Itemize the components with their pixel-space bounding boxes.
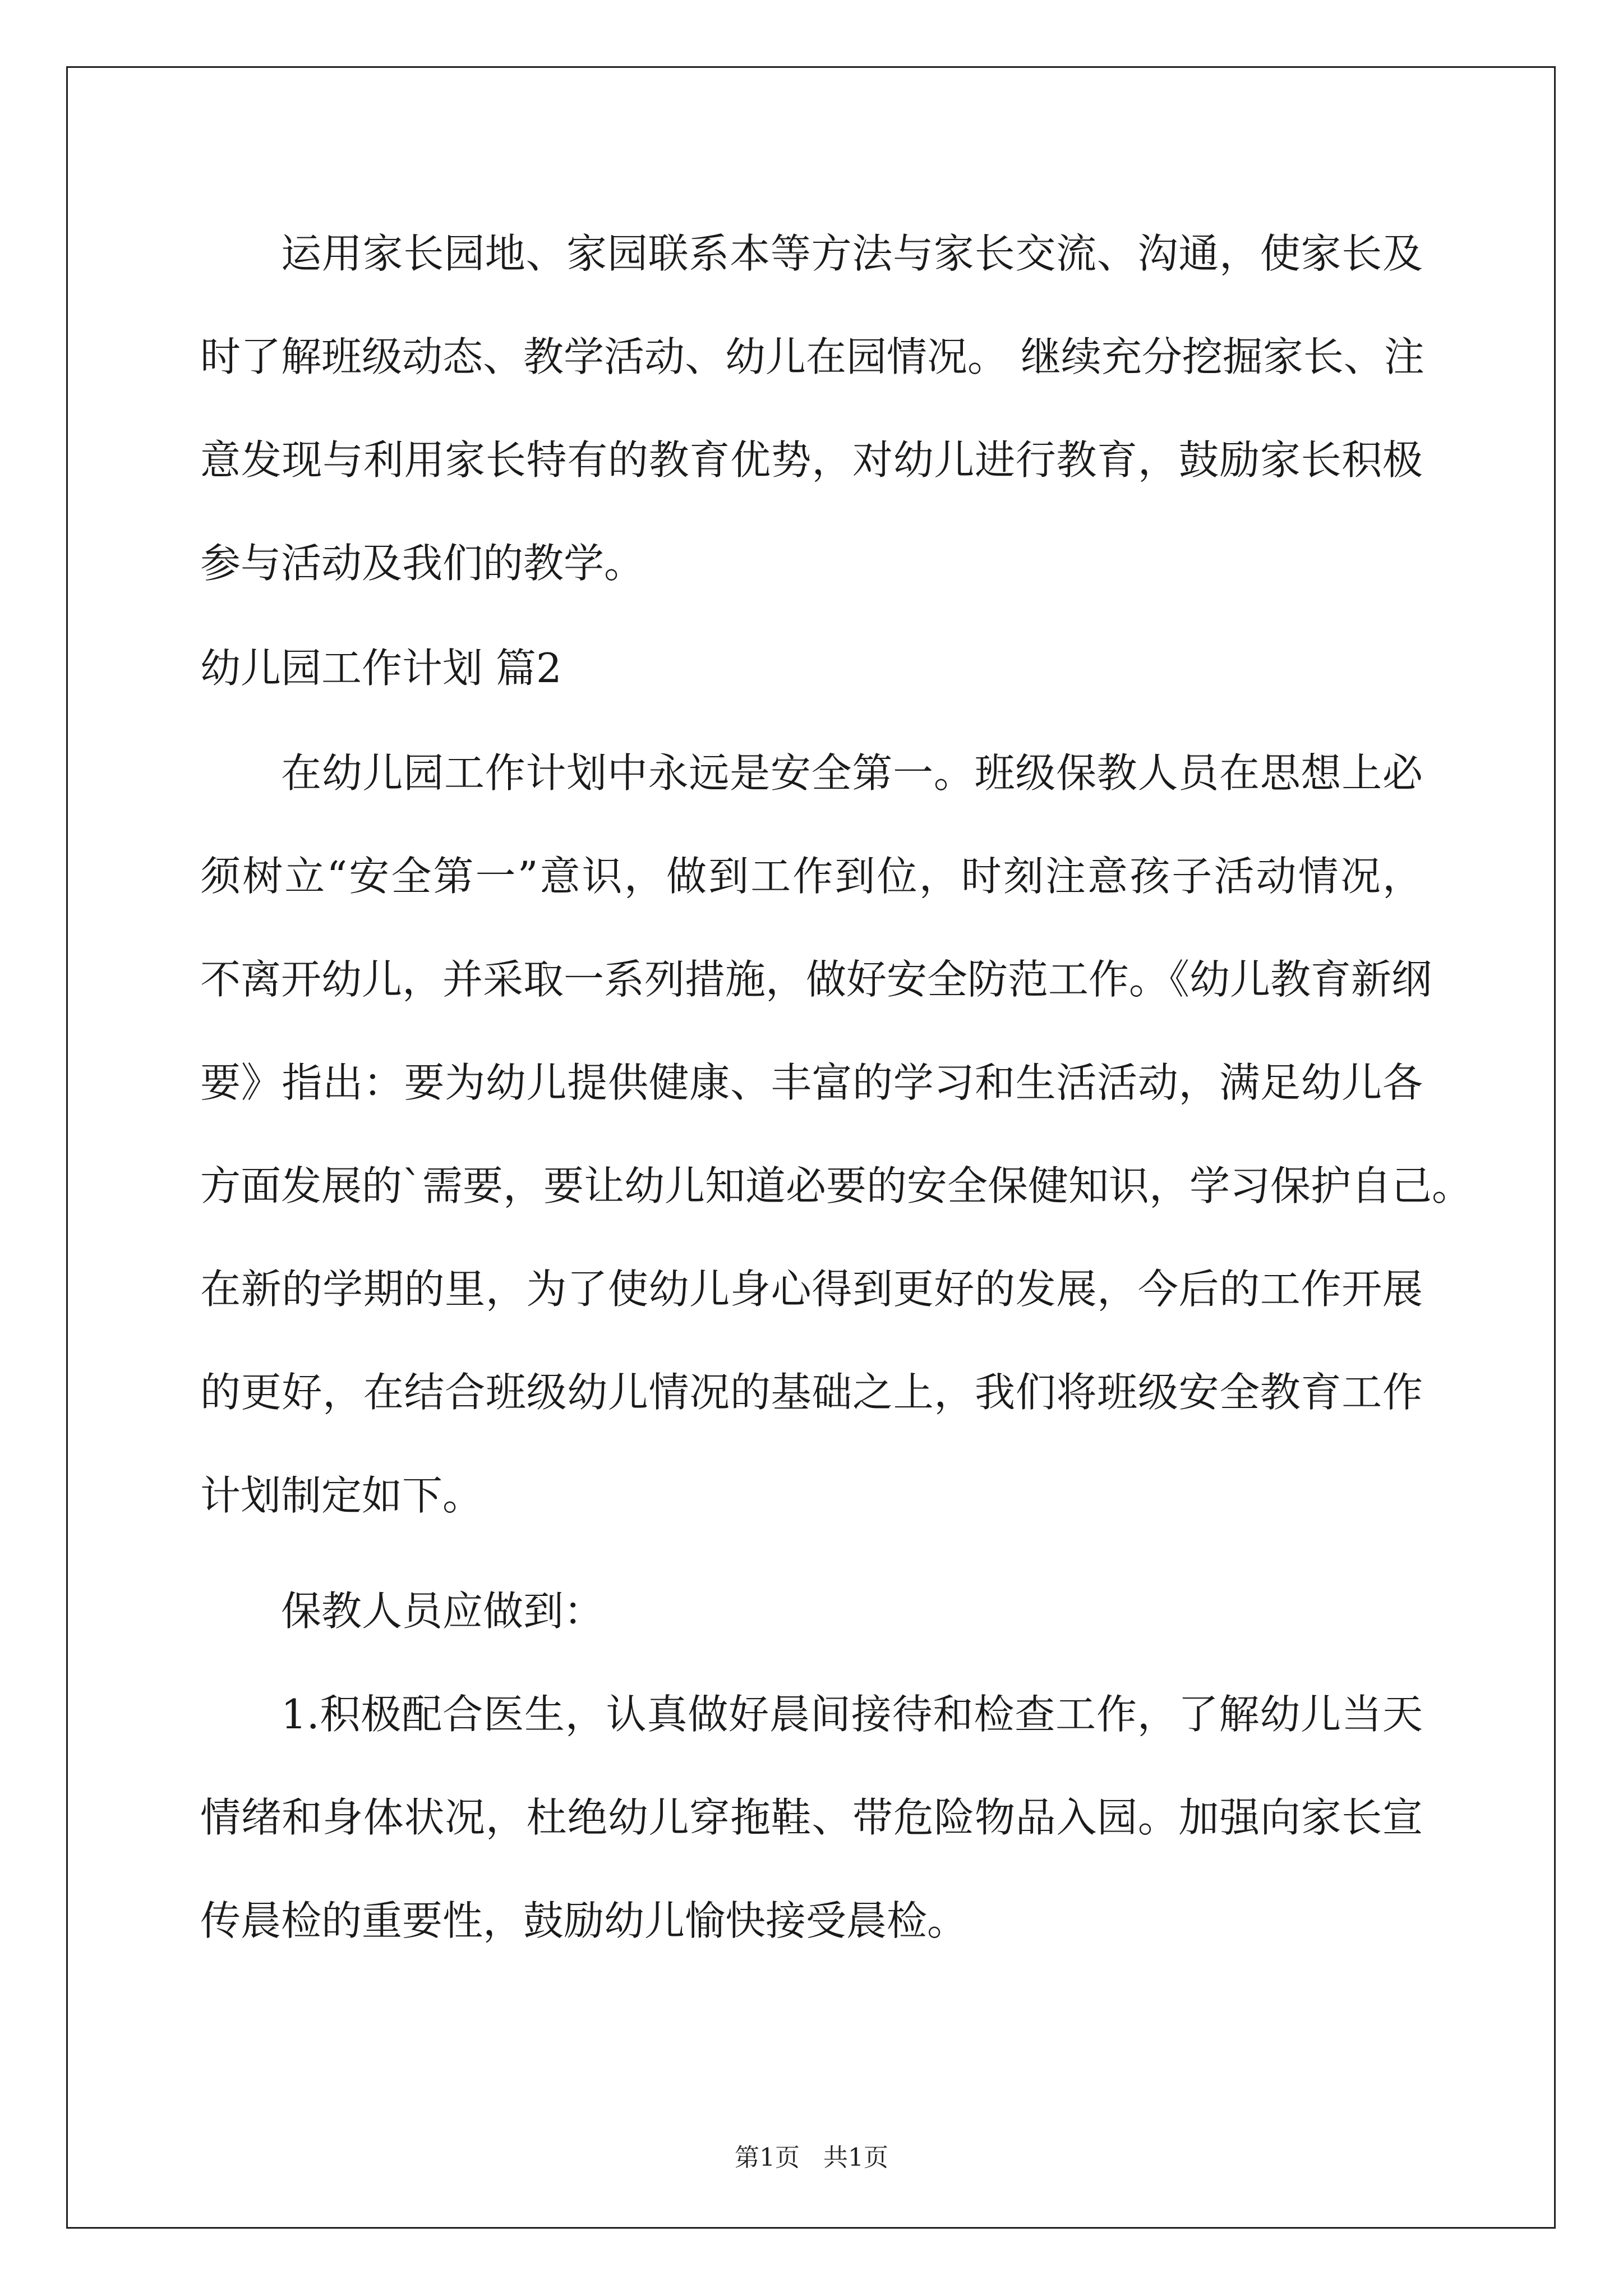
text-line: 时了解班级动态、教学活动、幼儿在园情况。 继续充分挖掘家长、注 xyxy=(200,333,1424,380)
text-line: 要》指出：要为幼儿提供健康、丰富的学习和生活活动，满足幼儿各 xyxy=(200,1059,1423,1106)
section-heading: 幼儿园工作计划 篇2 xyxy=(200,645,562,692)
text-line: 计划制定如下。 xyxy=(200,1472,483,1519)
text-line: 传晨检的重要性，鼓励幼儿愉快接受晨检。 xyxy=(200,1897,968,1944)
text-line: 须树立“安全第一”意识，做到工作到位，时刻注意孩子活动情况， xyxy=(200,853,1423,900)
text-line: 参与活动及我们的教学。 xyxy=(200,540,645,587)
paragraph-2 xyxy=(200,721,1473,1547)
text-line: 运用家长园地、家园联系本等方法与家长交流、沟通，使家长及 xyxy=(281,230,1423,277)
text-line: 意发现与利用家长特有的教育优势，对幼儿进行教育，鼓励家长积极 xyxy=(200,436,1423,484)
paragraph-3 xyxy=(200,1559,1423,1663)
text-line: 的更好，在结合班级幼儿情况的基础之上，我们将班级安全教育工作 xyxy=(200,1369,1423,1416)
text-line: 情绪和身体状况，杜绝幼儿穿拖鞋、带危险物品入园。加强向家长宣 xyxy=(200,1794,1423,1841)
text-line: 在幼儿园工作计划中永远是安全第一。班级保教人员在思想上必 xyxy=(281,749,1423,797)
page-footer: 第1页 共1页 xyxy=(735,2143,888,2172)
paragraph-1 xyxy=(200,202,1423,615)
text-line: 1.积极配合医生，认真做好晨间接待和检查工作，了解幼儿当天 xyxy=(281,1691,1423,1738)
text-line: 不离开幼儿，并采取一系列措施，做好安全防范工作。《幼儿教育新纲 xyxy=(200,956,1432,1003)
text-line: 保教人员应做到： xyxy=(281,1588,605,1635)
text-line: 方面发展的`需要，要让幼儿知道必要的安全保健知识，学习保护自己。 xyxy=(200,1162,1473,1209)
paragraph-4 xyxy=(200,1663,1423,1972)
text-line: 在新的学期的里，为了使幼儿身心得到更好的发展，今后的工作开展 xyxy=(200,1266,1423,1313)
document-body xyxy=(200,202,1473,1972)
